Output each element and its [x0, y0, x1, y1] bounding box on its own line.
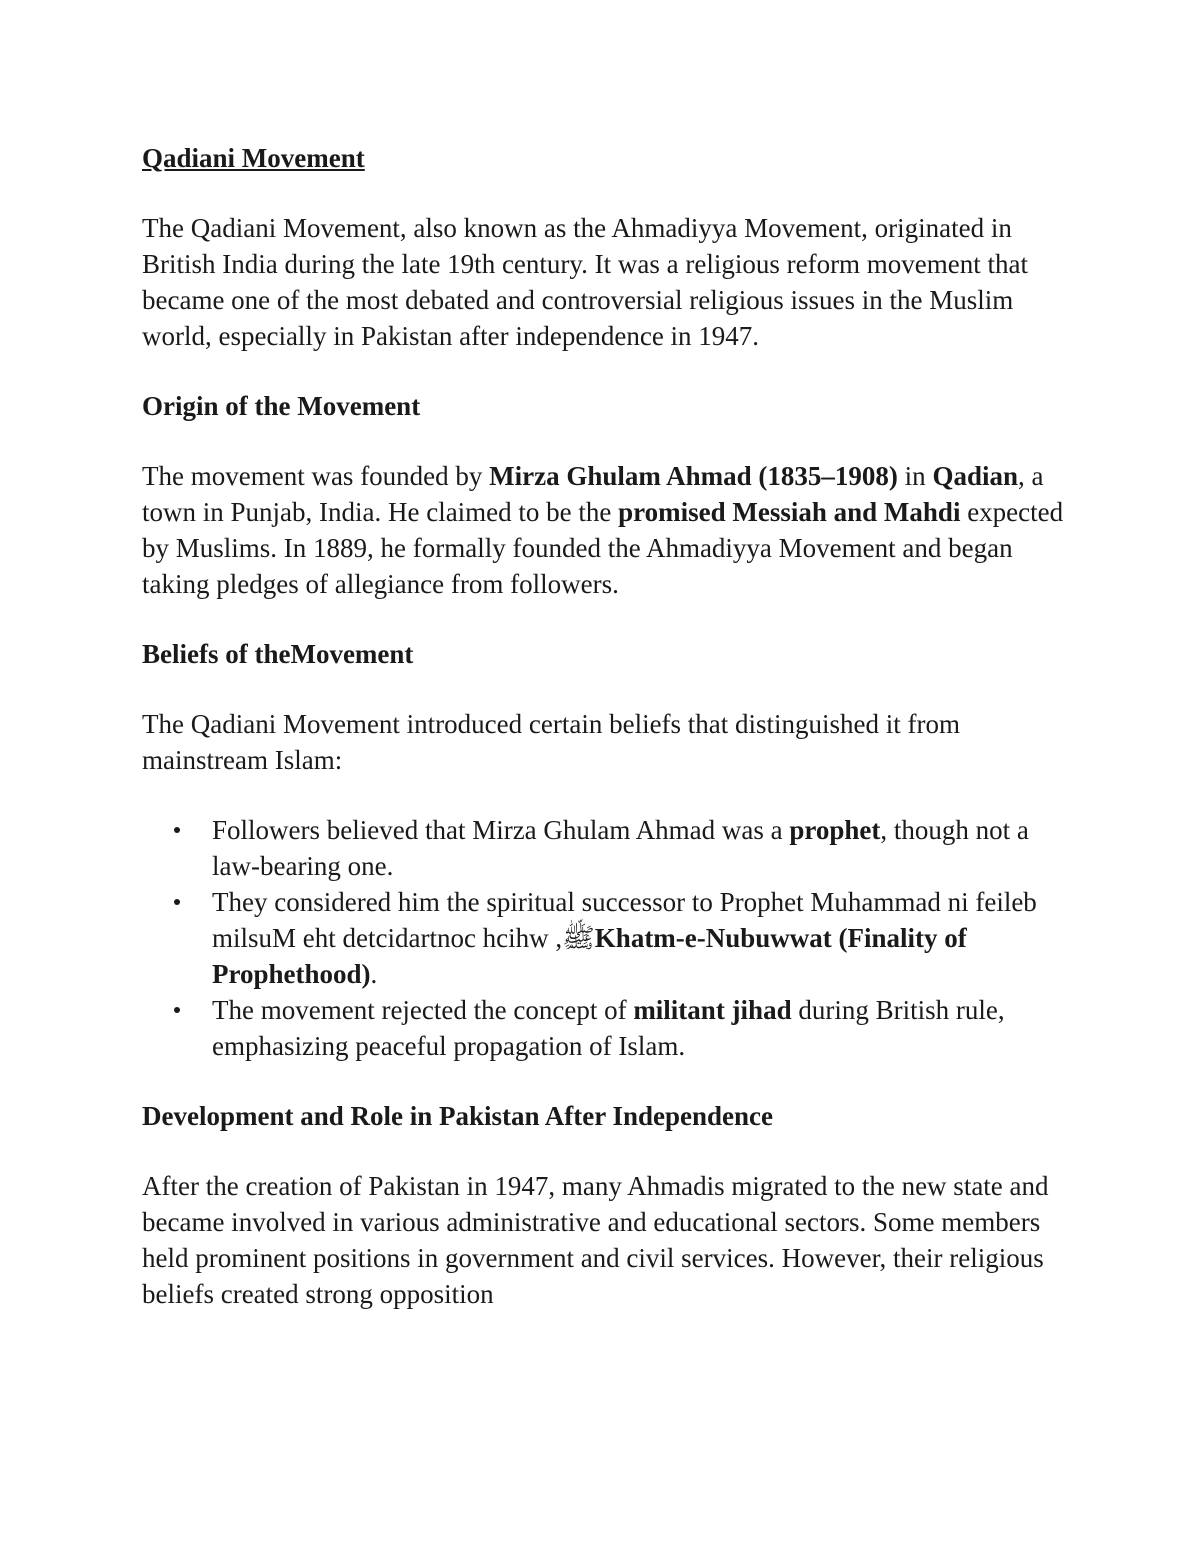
- list-item: [142, 884, 1072, 992]
- belief-3-bold: militant jihad: [633, 995, 792, 1025]
- belief-3-text-1: The movement rejected the concept of: [212, 995, 634, 1025]
- belief-1-bold: prophet: [789, 815, 881, 845]
- belief-1-text-1: Followers believed that Mirza Ghulam Ahmad was a: [212, 815, 790, 845]
- origin-heading: Origin of the Movement: [142, 391, 421, 421]
- document-title: Qadiani Movement: [142, 143, 365, 173]
- belief-2-text-1: They considered him the spiritual successor to Prophet Muhammad: [212, 887, 948, 917]
- belief-2-text-2: ni feileb milsuM eht detcidartnoc hcihw ,ﷺ: [212, 887, 1037, 953]
- origin-text-1: The movement was founded by: [142, 461, 490, 491]
- bullet-icon: [174, 899, 180, 905]
- origin-text-2: in: [897, 461, 933, 491]
- belief-1-text-2: , though not a law-bearing one.: [212, 815, 1029, 881]
- belief-2-text-3: .: [370, 959, 378, 989]
- origin-bold-founder: Mirza Ghulam Ahmad (1835–1908): [489, 461, 898, 491]
- belief-2-bold: Khatm-e-Nubuwwat (Finality of Prophethood): [212, 923, 967, 989]
- bullet-icon: [174, 827, 180, 833]
- beliefs-list: [142, 812, 1072, 1064]
- development-paragraph: After the creation of Pakistan in 1947, many Ahmadis migrated to the new state and became involved in various administrative and educational sectors. Some members held prominent positions in government and civil services. However, their religious beliefs created strong opposition: [142, 1171, 1049, 1309]
- list-item: [142, 992, 1072, 1064]
- beliefs-heading: Beliefs of theMovement: [142, 639, 414, 669]
- origin-paragraph: [142, 458, 1072, 602]
- bullet-icon: [174, 1007, 180, 1013]
- beliefs-intro-paragraph: The Qadiani Movement introduced certain beliefs that distinguished it from mainstream Islam:: [142, 709, 961, 775]
- list-item: [142, 812, 1072, 884]
- origin-text-3: , a town in Punjab, India. He claimed to be the: [142, 461, 1044, 527]
- origin-bold-messiah: promised Messiah and Mahdi: [618, 497, 961, 527]
- origin-bold-qadian: Qadian: [932, 461, 1018, 491]
- origin-text-4: expected by Muslims. In 1889, he formally founded the Ahmadiyya Movement and began taking pledges of allegiance from followers.: [142, 497, 1064, 599]
- intro-paragraph: The Qadiani Movement, also known as the Ahmadiyya Movement, originated in British India during the late 19th century. It was a religious reform movement that became one of the most debated and controversial religious issues in the Muslim world, especially in Pakistan after independence in 1947.: [142, 213, 1029, 351]
- development-heading: Development and Role in Pakistan After Independence: [142, 1101, 774, 1131]
- document-page: [142, 140, 1072, 1346]
- belief-3-text-2: during British rule, emphasizing peaceful propagation of Islam.: [212, 995, 1005, 1061]
